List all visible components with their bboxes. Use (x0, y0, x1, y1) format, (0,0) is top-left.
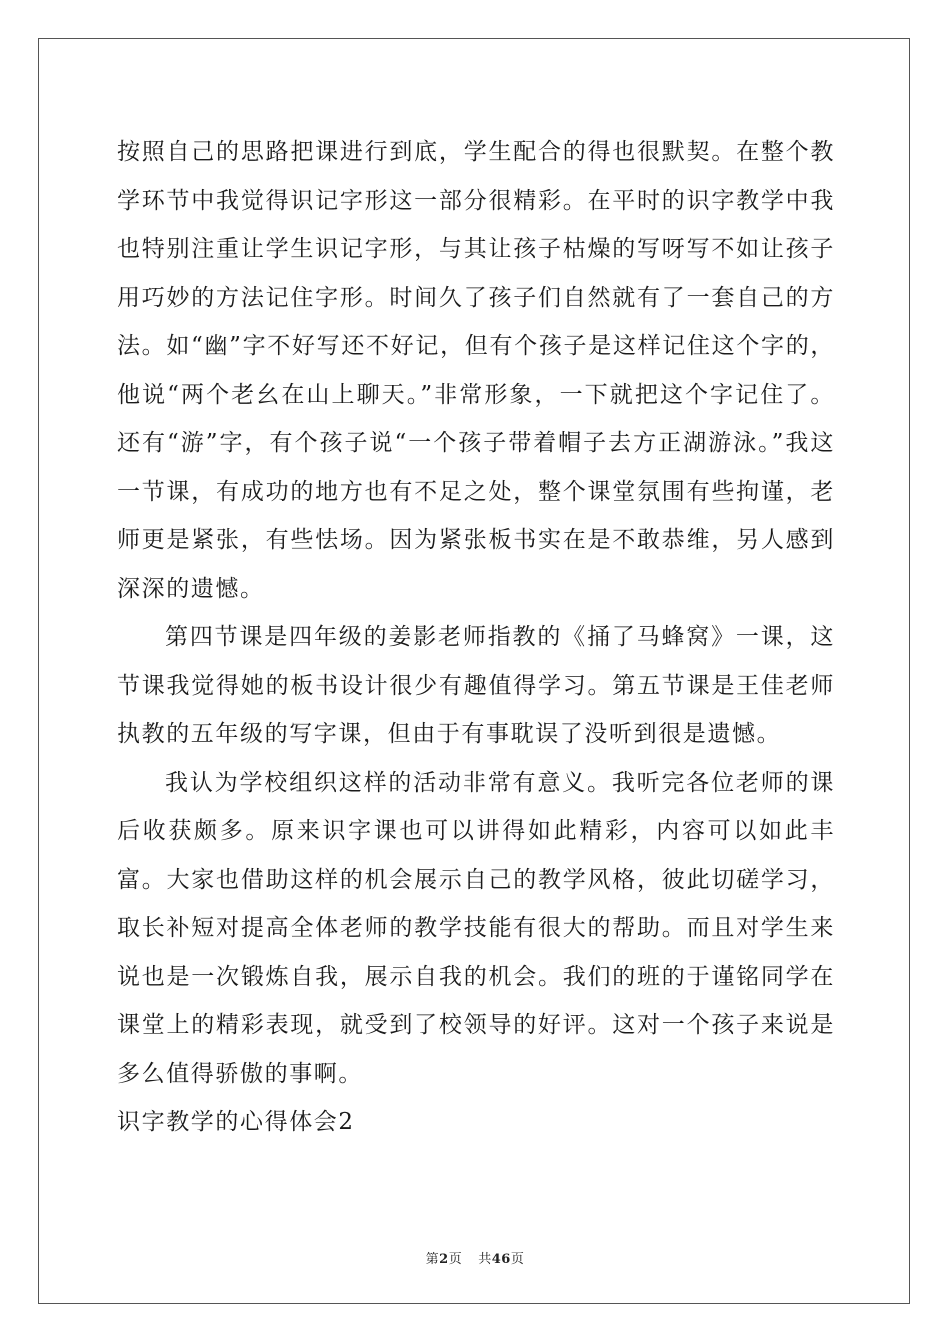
section-heading: 识字教学的心得体会2 (117, 1109, 355, 1135)
page-number: 2 (439, 1252, 449, 1267)
page-footer (0, 1248, 950, 1267)
total-suffix: 页 (510, 1252, 525, 1267)
page-suffix: 页 (448, 1252, 463, 1267)
total-pages: 46 (491, 1252, 511, 1267)
paragraph-1: 按照自己的思路把课进行到底，学生配合的得也很默契。在整个教学环节中我觉得识记字形这一部分很精彩。在平时的识字教学中我也特别注重让学生识记字形，与其让孩子枯燥的写呀写不如让孩子用巧妙的方法记住字形。时间久了孩子们自然就有了一套自己的方法。如“幽”字不好写还不好记，但有个孩子是这样记住这个字的，他说“两个老幺在山上聊天。”非常形象，一下就把这个字记住了。还有“游”字，有个孩子说“一个孩子带着帽子去方正湖游泳。”我这一节课，有成功的地方也有不足之处，整个课堂氛围有些拘谨，老师更是紧张，有些怯场。因为紧张板书实在是不敢恭维，另人感到深深的遗憾。 (117, 139, 835, 602)
paragraph-3: 我认为学校组织这样的活动非常有意义。我听完各位老师的课后收获颇多。原来识字课也可以讲得如此精彩，内容可以如此丰富。大家也借助这样的机会展示自己的教学风格，彼此切磋学习，取长补短对提高全体老师的教学技能有很大的帮助。而且对学生来说也是一次锻炼自我，展示自我的机会。我们的班的于谨铭同学在课堂上的精彩表现，就受到了校领导的好评。这对一个孩子来说是多么值得骄傲的事啊。 (117, 769, 835, 1087)
paragraph-2: 第四节课是四年级的姜影老师指教的《捅了马蜂窝》一课，这节课我觉得她的板书设计很少有趣值得学习。第五节课是王佳老师执教的五年级的写字课，但由于有事耽误了没听到很是遗憾。 (117, 624, 835, 747)
document-body (117, 128, 835, 1147)
total-prefix: 共 (478, 1252, 492, 1267)
page-prefix: 第 (425, 1252, 440, 1267)
